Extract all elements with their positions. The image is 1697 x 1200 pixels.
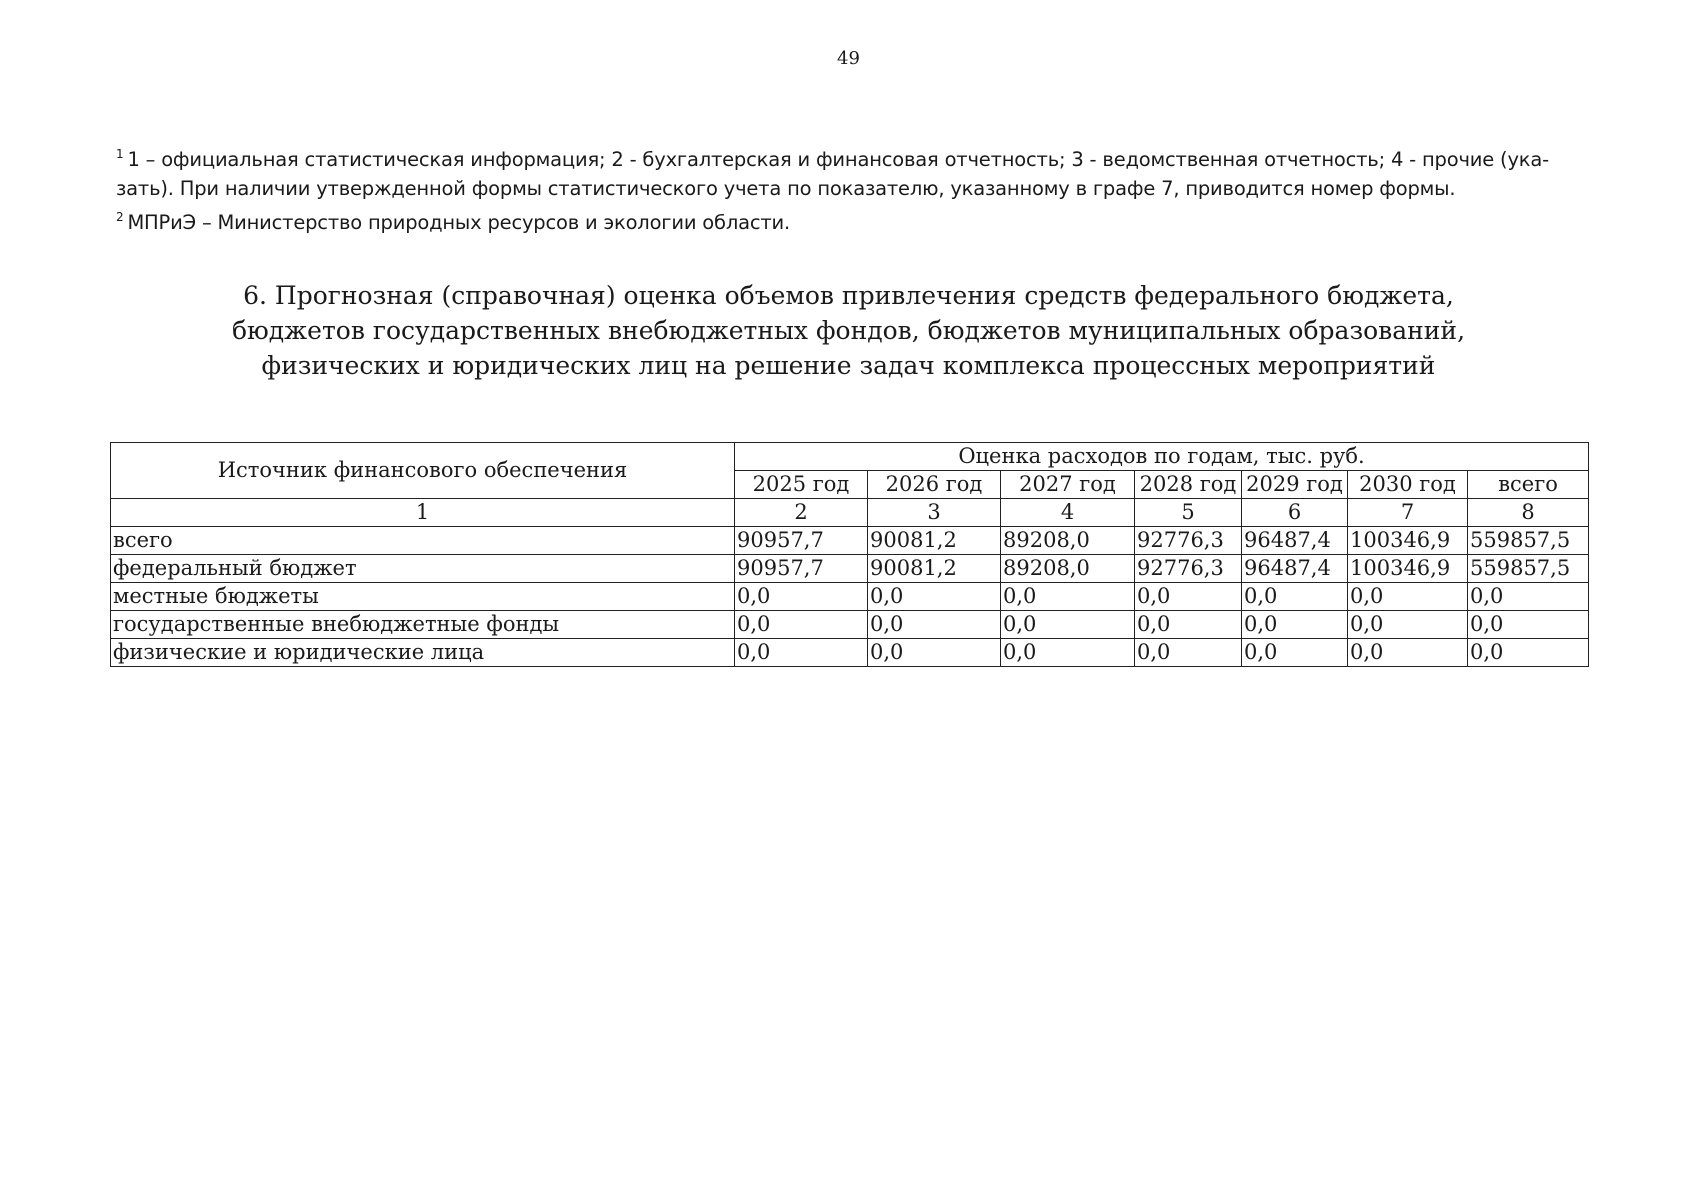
- value-cell: 96487,4: [1242, 555, 1348, 583]
- value-cell: 0,0: [1242, 611, 1348, 639]
- column-number: 4: [1001, 499, 1135, 527]
- value-cell: 0,0: [1242, 639, 1348, 667]
- value-cell: 100346,9: [1348, 555, 1468, 583]
- column-number: 8: [1468, 499, 1589, 527]
- column-number-row: [111, 499, 1589, 527]
- year-header: 2027 год: [1001, 471, 1135, 499]
- footnote-2: [116, 203, 1566, 237]
- financing-table: [110, 442, 1589, 667]
- section-title-line: бюджетов государственных внебюджетных фондов, бюджетов муниципальных образований,: [231, 316, 1466, 345]
- value-cell: 89208,0: [1001, 527, 1135, 555]
- value-cell: 89208,0: [1001, 555, 1135, 583]
- footnote-text: МПРиЭ – Министерство природных ресурсов и экологии области.: [127, 211, 791, 234]
- column-number: 6: [1242, 499, 1348, 527]
- value-cell: 0,0: [1468, 639, 1589, 667]
- table-row: [111, 639, 1589, 667]
- source-cell: всего: [111, 527, 735, 555]
- footnote-mark: 2: [116, 210, 124, 224]
- value-cell: 0,0: [1468, 583, 1589, 611]
- value-cell: 96487,4: [1242, 527, 1348, 555]
- section-title-line: 6. Прогнозная (справочная) оценка объемов привлечения средств федерального бюджета,: [243, 281, 1454, 310]
- year-header: 2026 год: [868, 471, 1001, 499]
- year-header: 2030 год: [1348, 471, 1468, 499]
- footnotes: [116, 140, 1566, 237]
- table-row: [111, 555, 1589, 583]
- value-cell: 0,0: [868, 639, 1001, 667]
- value-cell: 90957,7: [735, 527, 868, 555]
- column-number: 7: [1348, 499, 1468, 527]
- value-cell: 559857,5: [1468, 527, 1589, 555]
- value-cell: 90957,7: [735, 555, 868, 583]
- table-row: [111, 527, 1589, 555]
- value-cell: 0,0: [1001, 639, 1135, 667]
- footnote-1: [116, 140, 1566, 203]
- value-cell: 0,0: [1468, 611, 1589, 639]
- column-number: 3: [868, 499, 1001, 527]
- value-cell: 0,0: [1135, 583, 1242, 611]
- column-number: 1: [111, 499, 735, 527]
- source-cell: местные бюджеты: [111, 583, 735, 611]
- value-cell: 0,0: [1348, 611, 1468, 639]
- source-header: Источник финансового обеспечения: [111, 443, 735, 499]
- footnote-text: 1 – официальная статистическая информация; 2 - бухгалтерская и финансовая отчетность; 3 - ведомственная отчетность; 4 - прочие (ука-зать). При наличии утвержденной формы статистического учета по показателю, указанному в графе 7, приводится номер формы.: [116, 148, 1549, 200]
- value-cell: 0,0: [735, 611, 868, 639]
- section-title-line: физических и юридических лиц на решение задач комплекса процессных мероприятий: [261, 351, 1436, 380]
- total-header: всего: [1468, 471, 1589, 499]
- header-row-group: [111, 443, 1589, 471]
- column-number: 5: [1135, 499, 1242, 527]
- value-cell: 92776,3: [1135, 527, 1242, 555]
- column-number: 2: [735, 499, 868, 527]
- value-cell: 0,0: [1242, 583, 1348, 611]
- page-number: 49: [837, 48, 860, 69]
- value-cell: 90081,2: [868, 555, 1001, 583]
- value-cell: 0,0: [868, 611, 1001, 639]
- value-cell: 90081,2: [868, 527, 1001, 555]
- source-cell: федеральный бюджет: [111, 555, 735, 583]
- table-body: [111, 527, 1589, 667]
- value-cell: 559857,5: [1468, 555, 1589, 583]
- value-cell: 0,0: [1348, 639, 1468, 667]
- value-cell: 0,0: [735, 583, 868, 611]
- year-header: 2028 год: [1135, 471, 1242, 499]
- value-cell: 0,0: [1001, 611, 1135, 639]
- value-cell: 0,0: [1135, 639, 1242, 667]
- value-cell: 100346,9: [1348, 527, 1468, 555]
- group-header: Оценка расходов по годам, тыс. руб.: [735, 443, 1589, 471]
- table-row: [111, 583, 1589, 611]
- year-header: 2025 год: [735, 471, 868, 499]
- value-cell: 92776,3: [1135, 555, 1242, 583]
- value-cell: 0,0: [735, 639, 868, 667]
- year-header: 2029 год: [1242, 471, 1348, 499]
- source-cell: физические и юридические лица: [111, 639, 735, 667]
- table-row: [111, 611, 1589, 639]
- section-title: [0, 278, 1697, 383]
- value-cell: 0,0: [1135, 611, 1242, 639]
- value-cell: 0,0: [868, 583, 1001, 611]
- value-cell: 0,0: [1001, 583, 1135, 611]
- source-cell: государственные внебюджетные фонды: [111, 611, 735, 639]
- footnote-mark: 1: [116, 147, 124, 161]
- value-cell: 0,0: [1348, 583, 1468, 611]
